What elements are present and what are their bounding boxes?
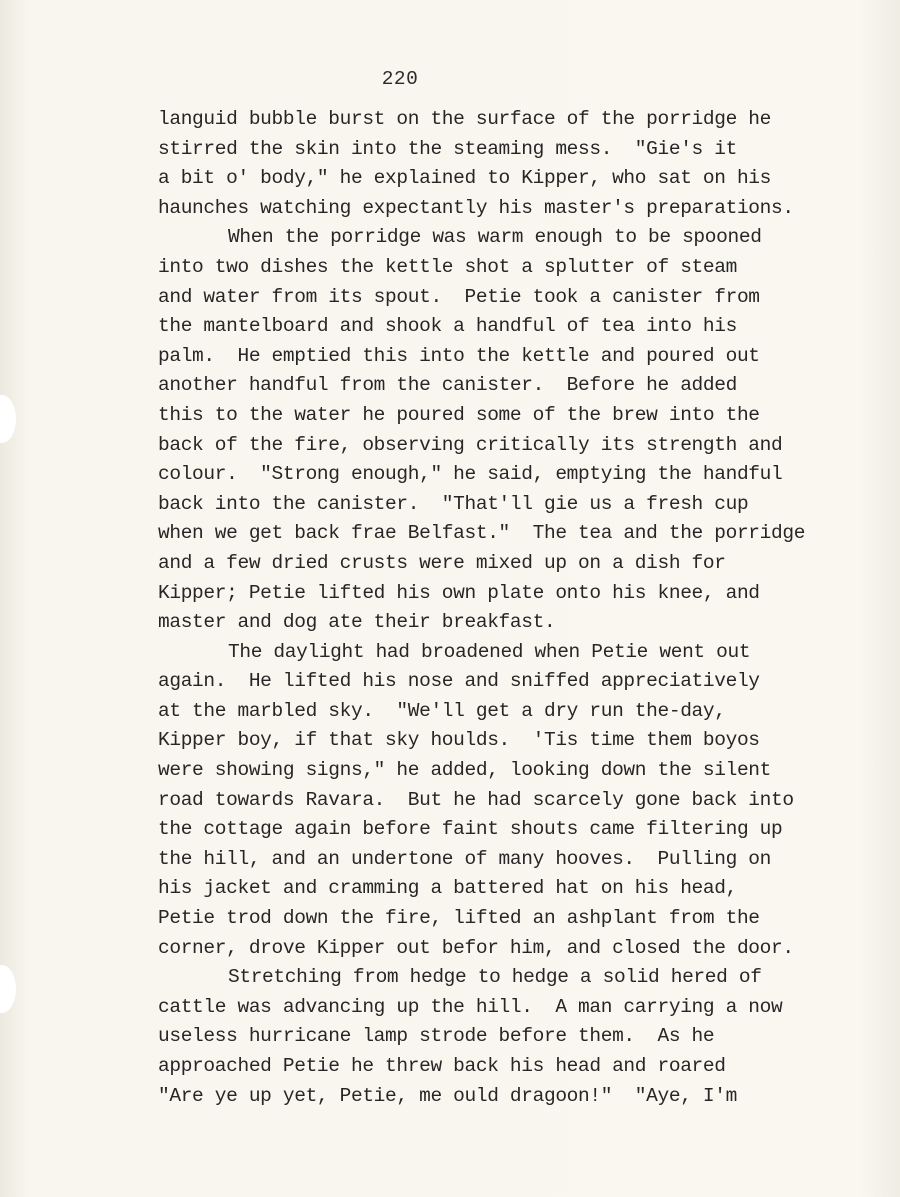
text-line: useless hurricane lamp strode before them. As he <box>158 1025 715 1048</box>
text-line: into two dishes the kettle shot a splutter of steam <box>158 255 737 278</box>
text-line: languid bubble burst on the surface of the porridge he <box>158 108 772 130</box>
text-line: back of the fire, observing critically its strength and <box>158 433 783 456</box>
text-line: at the marbled sky. "We'll get a dry run the-day, <box>158 699 726 722</box>
text-line: Petie trod down the fire, lifted an ashplant from the <box>158 907 760 930</box>
text-line: Kipper boy, if that sky houlds. 'Tis time them boyos <box>158 729 760 752</box>
text-line: colour. "Strong enough," he said, emptying the handful <box>158 463 783 486</box>
text-line: a bit o' body," he explained to Kipper, who sat on his <box>158 167 772 190</box>
text-line: the mantelboard and shook a handful of tea into his <box>158 315 737 338</box>
text-line: and a few dried crusts were mixed up on a dish for <box>158 551 726 574</box>
text-line: When the porridge was warm enough to be spooned <box>228 226 762 249</box>
text-line: haunches watching expectantly his master's preparations. <box>158 196 794 219</box>
text-line: stirred the skin into the steaming mess. "Gie's it <box>158 137 737 160</box>
text-line: when we get back frae Belfast." The tea and the porridge <box>158 522 806 545</box>
text-line: Kipper; Petie lifted his own plate onto his knee, and <box>158 581 760 604</box>
binding-hole <box>0 395 16 443</box>
page-number: 220 <box>381 68 419 90</box>
text-line: were showing signs," he added, looking down the silent <box>158 759 772 782</box>
text-line: this to the water he poured some of the brew into the <box>158 403 760 426</box>
text-line: approached Petie he threw back his head and roared <box>158 1055 726 1077</box>
text-line: back into the canister. "That'll gie us a fresh cup <box>158 492 749 515</box>
text-line: palm. He emptied this into the kettle and poured out <box>158 344 760 367</box>
body-text <box>158 105 858 1111</box>
text-line: master and dog ate their breakfast. <box>158 611 556 634</box>
text-line: another handful from the canister. Before he added <box>158 374 737 397</box>
text-line: the hill, and an undertone of many hooves. Pulling on <box>158 847 772 870</box>
text-line: cattle was advancing up the hill. A man carrying a now <box>158 995 783 1018</box>
text-line: "Are ye up yet, Petie, me ould dragoon!" "Aye, I'm <box>158 1084 737 1107</box>
text-line: and water from its spout. Petie took a canister from <box>158 285 760 308</box>
text-line: road towards Ravara. But he had scarcely gone back into <box>158 788 794 811</box>
text-line: his jacket and cramming a battered hat on his head, <box>158 877 737 900</box>
text-line: corner, drove Kipper out befor him, and closed the door. <box>158 936 794 959</box>
text-line: The daylight had broadened when Petie went out <box>228 640 751 663</box>
text-line: Stretching from hedge to hedge a solid hered of <box>228 966 762 989</box>
text-line: the cottage again before faint shouts came filtering up <box>158 818 783 841</box>
text-line: again. He lifted his nose and sniffed appreciatively <box>158 670 760 693</box>
binding-hole <box>0 965 16 1013</box>
